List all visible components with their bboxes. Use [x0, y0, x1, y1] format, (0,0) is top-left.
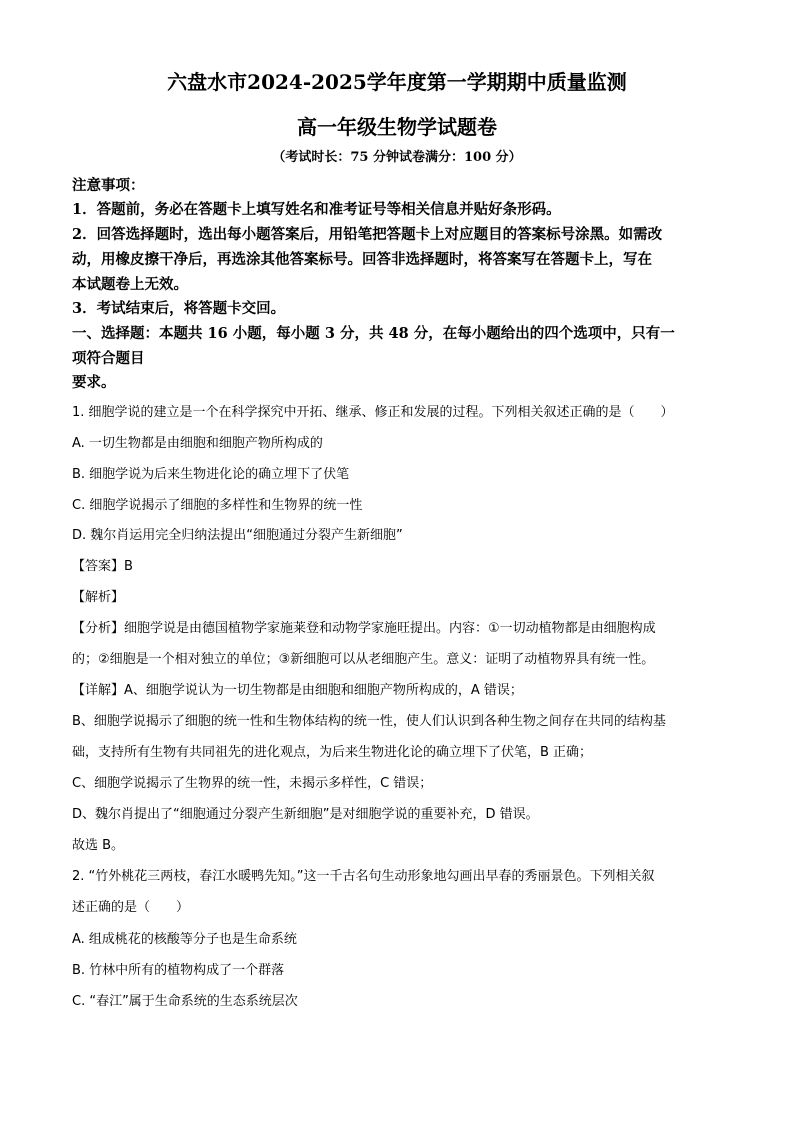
notice-item-3: 3．考试结束后，将答题卡交回。	[72, 300, 286, 317]
q1-analysis-tag: 【解析】	[72, 590, 125, 605]
exam-title: 六盘水市2024-2025学年度第一学期期中质量监测	[167, 70, 627, 94]
q2-option-c: C. “春江”属于生命系统的生态系统层次	[72, 994, 298, 1009]
q2-stem-line-2: 述正确的是（ ）	[72, 900, 190, 915]
notice-item-1: 1．答题前，务必在答题卡上填写姓名和准考证号等相关信息并贴好条形码。	[72, 201, 561, 218]
q1-option-c: C. 细胞学说揭示了细胞的多样性和生物界的统一性	[72, 498, 363, 513]
q1-option-a: A. 一切生物都是由细胞和细胞产物所构成的	[72, 436, 323, 451]
q1-fenxi-line-1: 【分析】细胞学说是由德国植物学家施莱登和动物学家施旺提出。内容：①一切动植物都是由细胞构成	[72, 621, 656, 636]
q1-xiangjie-line-3: 础，支持所有生物有共同祖先的进化观点，为后来生物进化论的确立埋下了伏笔，B 正确；	[72, 745, 593, 760]
q1-xiangjie-line-1: 【详解】A、细胞学说认为一切生物都是由细胞和细胞产物所构成的，A 错误；	[72, 683, 523, 698]
section-heading-line-3: 要求。	[72, 374, 116, 391]
q1-option-b: B. 细胞学说为后来生物进化论的确立埋下了伏笔	[72, 467, 350, 482]
section-heading-line-1: 一、选择题：本题共 16 小题，每小题 3 分，共 48 分，在每小题给出的四个选项中，只有一	[72, 325, 675, 342]
section-heading-line-2: 项符合题目	[72, 350, 145, 367]
notice-heading: 注意事项：	[72, 177, 145, 194]
notice-item-2-line-2: 动，用橡皮擦干净后，再选涂其他答案标号。回答非选择题时，将答案写在答题卡上，写在	[72, 251, 652, 268]
q1-xiangjie-line-5: D、魏尔肖提出了“细胞通过分裂产生新细胞”是对细胞学说的重要补充，D 错误。	[72, 807, 539, 822]
q1-conclusion: 故选 B。	[72, 838, 125, 853]
q2-option-a: A. 组成桃花的核酸等分子也是生命系统	[72, 932, 297, 947]
q1-xiangjie-line-4: C、细胞学说揭示了生物界的统一性，未揭示多样性，C 错误；	[72, 776, 433, 791]
exam-subtitle: 高一年级生物学试题卷	[297, 115, 497, 139]
notice-item-2-line-1: 2．回答选择题时，选出每小题答案后，用铅笔把答题卡上对应题目的答案标号涂黑。如需改	[72, 226, 663, 243]
q1-answer: 【答案】B	[72, 559, 133, 574]
q1-stem: 1. 细胞学说的建立是一个在科学探究中开拓、继承、修正和发展的过程。下列相关叙述正确的是（ ）	[72, 405, 674, 420]
exam-info: （考试时长：75 分钟试卷满分：100 分）	[272, 150, 522, 165]
q1-xiangjie-line-2: B、细胞学说揭示了细胞的统一性和生物体结构的统一性，使人们认识到各种生物之间存在共同的结构基	[72, 714, 666, 729]
notice-item-2-line-3: 本试题卷上无效。	[72, 276, 188, 293]
q1-fenxi-line-2: 的；②细胞是一个相对独立的单位；③新细胞可以从老细胞产生。意义：证明了动植物界具有统一性。	[72, 652, 655, 667]
q2-option-b: B. 竹林中所有的植物构成了一个群落	[72, 963, 285, 978]
q2-stem-line-1: 2. “竹外桃花三两枝，春江水暖鸭先知。”这一千古名句生动形象地勾画出早春的秀丽景色。下列相关叙	[72, 869, 655, 884]
q1-option-d: D. 魏尔肖运用完全归纳法提出“细胞通过分裂产生新细胞”	[72, 528, 403, 543]
